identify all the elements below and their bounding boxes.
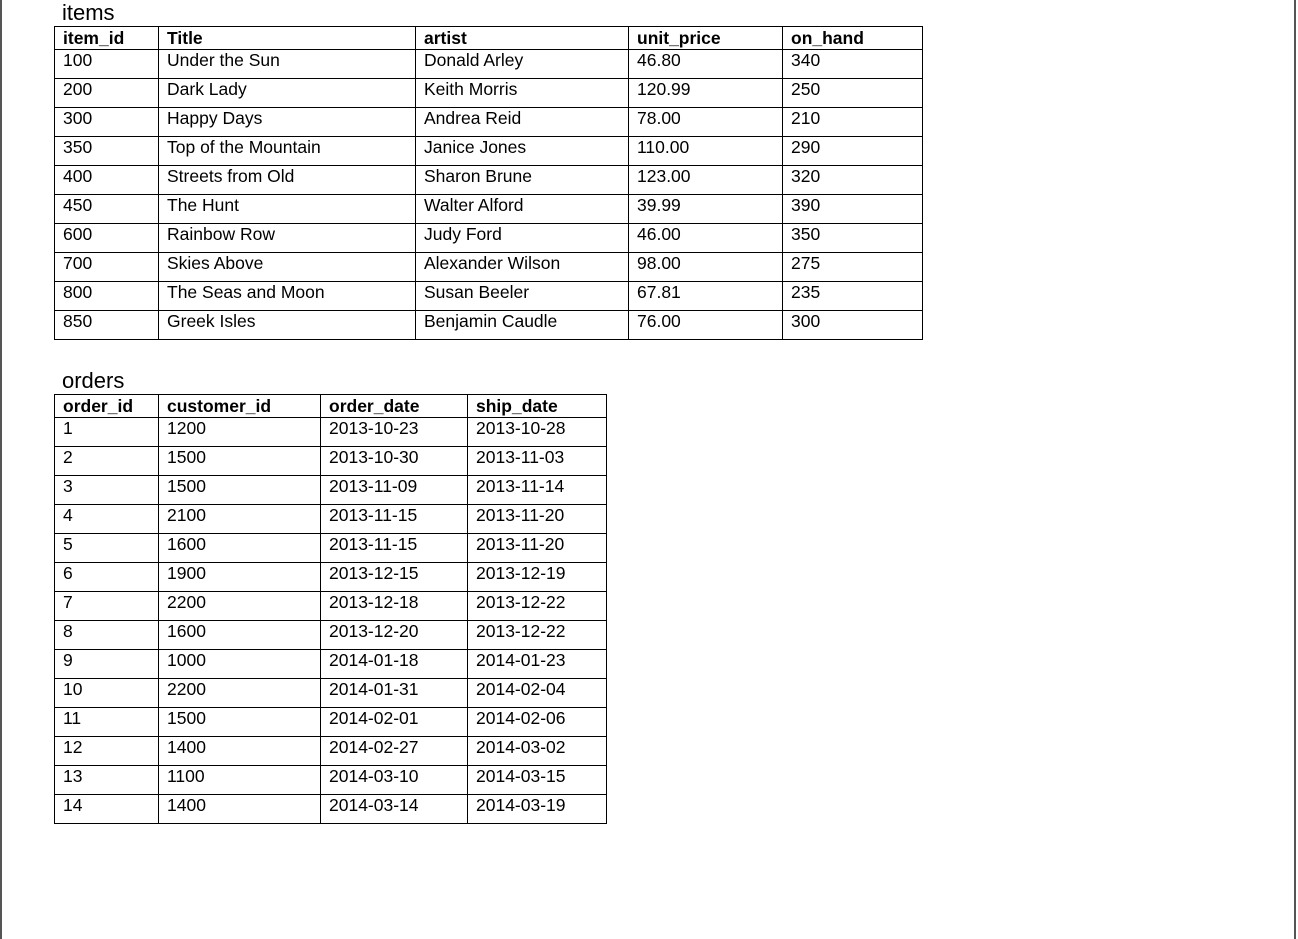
table-cell: 700	[55, 253, 159, 282]
table-cell: Alexander Wilson	[416, 253, 629, 282]
table-cell: 39.99	[629, 195, 783, 224]
table-cell: 1600	[159, 534, 321, 563]
table-cell: 2013-11-20	[468, 534, 607, 563]
table-row	[55, 650, 607, 679]
table-cell: 300	[55, 108, 159, 137]
table-cell: 98.00	[629, 253, 783, 282]
table-cell: Keith Morris	[416, 79, 629, 108]
table-cell: 350	[783, 224, 923, 253]
table-cell: 2014-03-19	[468, 795, 607, 824]
table-row	[55, 679, 607, 708]
table-cell: Under the Sun	[159, 50, 416, 79]
items-table-header	[55, 27, 923, 50]
table-row	[55, 621, 607, 650]
table-cell: 12	[55, 737, 159, 766]
table-cell: Donald Arley	[416, 50, 629, 79]
table-cell: 2014-03-10	[321, 766, 468, 795]
table-cell: 5	[55, 534, 159, 563]
table-cell: 2014-03-15	[468, 766, 607, 795]
table-cell: Sharon Brune	[416, 166, 629, 195]
table-cell: 46.80	[629, 50, 783, 79]
table-cell: 2014-03-14	[321, 795, 468, 824]
table-cell: 2014-02-27	[321, 737, 468, 766]
table-row	[55, 534, 607, 563]
table-row	[55, 195, 923, 224]
orders-table-body	[55, 418, 607, 824]
items-table-body	[55, 50, 923, 340]
table-cell: 2013-11-15	[321, 534, 468, 563]
table-cell: 110.00	[629, 137, 783, 166]
orders-header-row	[55, 395, 607, 418]
table-cell: 4	[55, 505, 159, 534]
table-cell: 1	[55, 418, 159, 447]
table-cell: 1400	[159, 795, 321, 824]
table-row	[55, 476, 607, 505]
table-cell: 2013-12-22	[468, 592, 607, 621]
table-cell: 2013-12-19	[468, 563, 607, 592]
orders-column-header-order-id: order_id	[55, 395, 159, 418]
table-cell: 210	[783, 108, 923, 137]
table-row	[55, 137, 923, 166]
items-column-header-title: Title	[159, 27, 416, 50]
table-cell: Janice Jones	[416, 137, 629, 166]
table-cell: 390	[783, 195, 923, 224]
table-cell: 800	[55, 282, 159, 311]
table-cell: The Hunt	[159, 195, 416, 224]
items-header-row	[55, 27, 923, 50]
table-cell: 7	[55, 592, 159, 621]
table-cell: Judy Ford	[416, 224, 629, 253]
table-cell: 2014-01-23	[468, 650, 607, 679]
table-cell: 290	[783, 137, 923, 166]
table-row	[55, 795, 607, 824]
table-cell: 2013-11-14	[468, 476, 607, 505]
table-row	[55, 447, 607, 476]
table-cell: 46.00	[629, 224, 783, 253]
table-cell: Streets from Old	[159, 166, 416, 195]
table-cell: 235	[783, 282, 923, 311]
table-row	[55, 108, 923, 137]
items-column-header-on-hand: on_hand	[783, 27, 923, 50]
items-column-header-artist: artist	[416, 27, 629, 50]
table-cell: 2200	[159, 592, 321, 621]
table-cell: 250	[783, 79, 923, 108]
table-cell: 1600	[159, 621, 321, 650]
table-cell: 275	[783, 253, 923, 282]
table-cell: 2014-02-04	[468, 679, 607, 708]
table-cell: 1500	[159, 476, 321, 505]
table-cell: 2	[55, 447, 159, 476]
orders-table	[54, 394, 607, 824]
table-cell: 100	[55, 50, 159, 79]
table-cell: 2014-01-31	[321, 679, 468, 708]
table-cell: 1400	[159, 737, 321, 766]
items-table	[54, 26, 923, 340]
table-row	[55, 563, 607, 592]
table-row	[55, 79, 923, 108]
table-cell: 2013-10-30	[321, 447, 468, 476]
table-cell: 2014-01-18	[321, 650, 468, 679]
table-cell: 1200	[159, 418, 321, 447]
table-row	[55, 505, 607, 534]
table-cell: 11	[55, 708, 159, 737]
table-cell: 2013-11-20	[468, 505, 607, 534]
table-cell: 2013-12-20	[321, 621, 468, 650]
table-row	[55, 311, 923, 340]
table-cell: 400	[55, 166, 159, 195]
table-cell: 67.81	[629, 282, 783, 311]
table-cell: Susan Beeler	[416, 282, 629, 311]
table-cell: 1100	[159, 766, 321, 795]
table-cell: Skies Above	[159, 253, 416, 282]
table-cell: 2200	[159, 679, 321, 708]
items-column-header-unit-price: unit_price	[629, 27, 783, 50]
table-cell: 300	[783, 311, 923, 340]
table-cell: 340	[783, 50, 923, 79]
table-cell: 2100	[159, 505, 321, 534]
table-row	[55, 737, 607, 766]
table-row	[55, 166, 923, 195]
items-column-header-item-id: item_id	[55, 27, 159, 50]
table-cell: Greek Isles	[159, 311, 416, 340]
table-cell: 1500	[159, 708, 321, 737]
table-cell: Dark Lady	[159, 79, 416, 108]
table-cell: Walter Alford	[416, 195, 629, 224]
table-cell: Benjamin Caudle	[416, 311, 629, 340]
table-cell: 2013-12-18	[321, 592, 468, 621]
table-cell: Happy Days	[159, 108, 416, 137]
table-cell: 450	[55, 195, 159, 224]
table-row	[55, 224, 923, 253]
table-cell: 2013-11-03	[468, 447, 607, 476]
table-cell: 2013-12-22	[468, 621, 607, 650]
orders-table-header	[55, 395, 607, 418]
orders-column-header-ship-date: ship_date	[468, 395, 607, 418]
table-cell: 2014-02-01	[321, 708, 468, 737]
table-cell: 600	[55, 224, 159, 253]
table-cell: 2013-10-28	[468, 418, 607, 447]
table-cell: 2013-11-15	[321, 505, 468, 534]
table-row	[55, 253, 923, 282]
table-cell: 200	[55, 79, 159, 108]
table-cell: 1000	[159, 650, 321, 679]
table-cell: 350	[55, 137, 159, 166]
table-cell: 76.00	[629, 311, 783, 340]
table-cell: 6	[55, 563, 159, 592]
table-cell: The Seas and Moon	[159, 282, 416, 311]
table-cell: 10	[55, 679, 159, 708]
table-cell: 2013-12-15	[321, 563, 468, 592]
table-cell: 14	[55, 795, 159, 824]
table-row	[55, 50, 923, 79]
orders-column-header-order-date: order_date	[321, 395, 468, 418]
table-cell: 13	[55, 766, 159, 795]
table-cell: 78.00	[629, 108, 783, 137]
orders-table-caption: orders	[62, 368, 125, 393]
table-cell: 2013-11-09	[321, 476, 468, 505]
items-table-caption: items	[62, 0, 115, 25]
orders-column-header-customer-id: customer_id	[159, 395, 321, 418]
table-cell: 3	[55, 476, 159, 505]
table-cell: Top of the Mountain	[159, 137, 416, 166]
table-cell: 120.99	[629, 79, 783, 108]
table-row	[55, 282, 923, 311]
table-cell: Rainbow Row	[159, 224, 416, 253]
table-cell: 320	[783, 166, 923, 195]
table-cell: 1500	[159, 447, 321, 476]
table-cell: 2014-02-06	[468, 708, 607, 737]
table-cell: 2014-03-02	[468, 737, 607, 766]
table-cell: 2013-10-23	[321, 418, 468, 447]
table-row	[55, 592, 607, 621]
table-cell: 9	[55, 650, 159, 679]
table-cell: 850	[55, 311, 159, 340]
table-cell: 123.00	[629, 166, 783, 195]
table-cell: 8	[55, 621, 159, 650]
table-row	[55, 708, 607, 737]
table-cell: 1900	[159, 563, 321, 592]
table-cell: Andrea Reid	[416, 108, 629, 137]
table-row	[55, 766, 607, 795]
table-row	[55, 418, 607, 447]
